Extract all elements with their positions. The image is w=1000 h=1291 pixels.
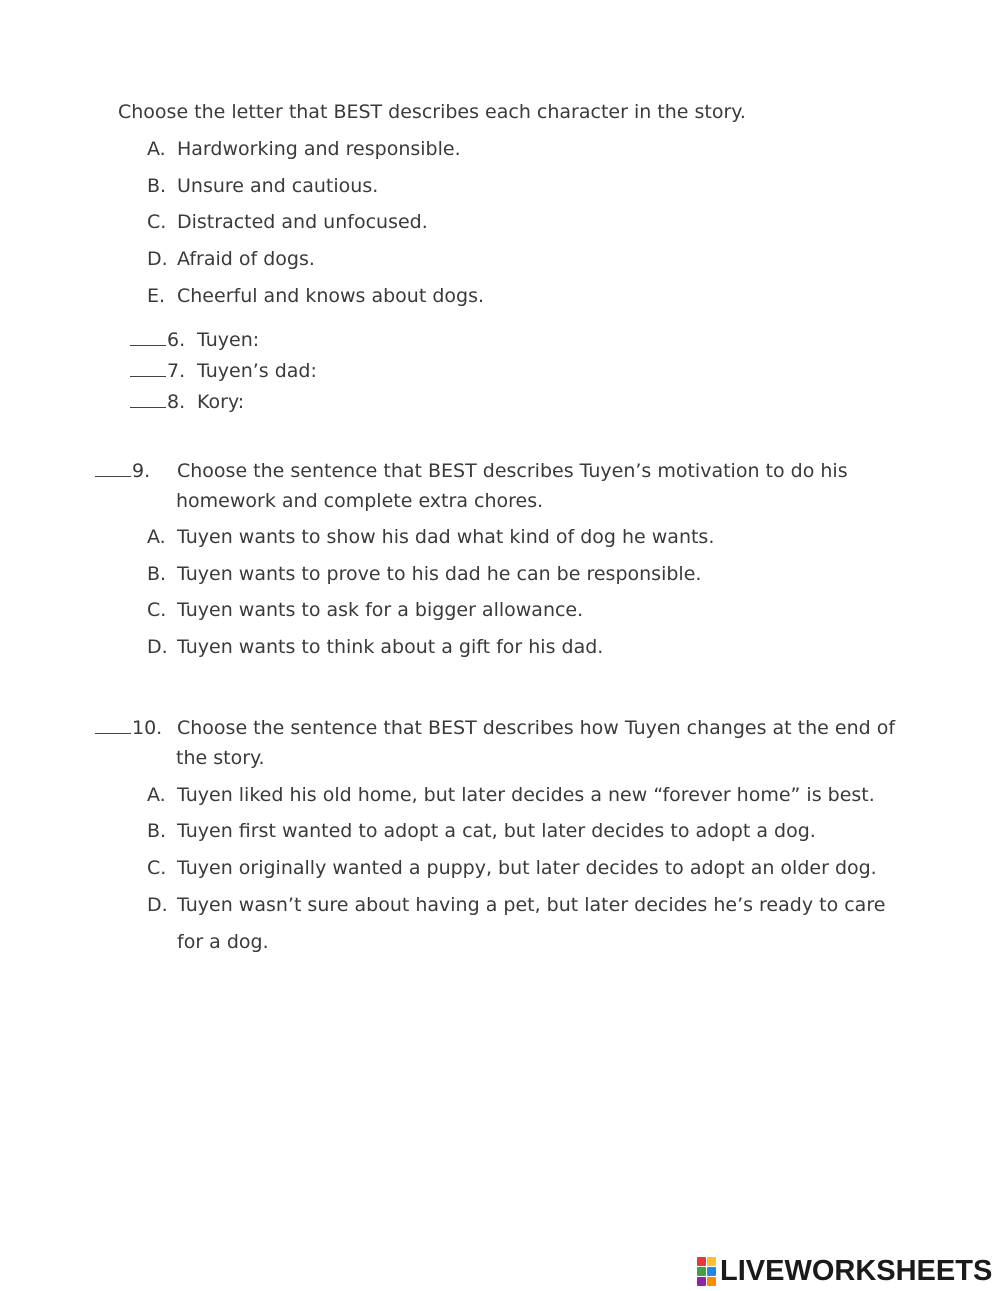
answer-blank[interactable] (95, 719, 131, 734)
question-number: 9. (132, 460, 151, 482)
question-text: Kory: (197, 391, 245, 413)
logo-block (697, 1277, 706, 1286)
question-9 (95, 462, 848, 481)
q10-option-d (147, 896, 885, 915)
option-letter: A. (147, 784, 166, 806)
option-letter: C. (147, 599, 167, 621)
option-text: Tuyen wasn’t sure about having a pet, but later decides he’s ready to care (177, 894, 886, 916)
option-letter: D. (147, 894, 168, 916)
question-7 (130, 362, 317, 381)
question-text-line1: Choose the sentence that BEST describes Tuyen’s motivation to do his (177, 460, 848, 482)
q10-option-c (147, 859, 877, 878)
logo-block (707, 1257, 716, 1266)
q9-option-d (147, 638, 603, 657)
logo-blocks-icon (697, 1257, 716, 1286)
option-letter: A. (147, 526, 166, 548)
option-text: Tuyen wants to ask for a bigger allowance. (177, 599, 584, 621)
question-text-line2: homework and complete extra chores. (176, 490, 544, 512)
question-number: 6. (167, 329, 186, 351)
answer-blank[interactable] (130, 393, 166, 408)
question-text-line1: Choose the sentence that BEST describes how Tuyen changes at the end of (177, 717, 896, 739)
question-text: Tuyen: (197, 329, 260, 351)
option-e (147, 287, 484, 306)
q9-option-a (147, 528, 714, 547)
q9-option-b (147, 565, 701, 584)
option-b (147, 177, 378, 196)
option-text: Cheerful and knows about dogs. (177, 285, 485, 307)
question-text-line2: the story. (176, 747, 265, 769)
question-text: Tuyen’s dad: (197, 360, 317, 382)
question-10 (95, 719, 895, 738)
q9-option-c (147, 601, 583, 620)
logo-block (707, 1277, 716, 1286)
instruction-text: Choose the letter that BEST describes each character in the story. (118, 101, 746, 123)
logo-block (697, 1267, 706, 1276)
q10-option-a (147, 786, 875, 805)
option-letter: A. (147, 138, 166, 160)
option-letter: B. (147, 175, 167, 197)
question-8 (130, 393, 244, 412)
liveworksheets-logo[interactable] (697, 1256, 992, 1286)
option-text: Tuyen wants to think about a gift for his dad. (177, 636, 604, 658)
option-text: Hardworking and responsible. (177, 138, 461, 160)
option-letter: B. (147, 820, 167, 842)
q10-option-d-continuation: for a dog. (177, 931, 269, 953)
logo-block (707, 1267, 716, 1276)
option-text: Tuyen liked his old home, but later decides a new “forever home” is best. (177, 784, 875, 806)
option-text: Tuyen first wanted to adopt a cat, but later decides to adopt a dog. (177, 820, 816, 842)
option-letter: D. (147, 636, 168, 658)
question-6 (130, 331, 259, 350)
option-a (147, 140, 461, 159)
logo-text: LIVEWORKSHEETS (720, 1254, 993, 1287)
option-text: Unsure and cautious. (177, 175, 379, 197)
option-text: Tuyen wants to prove to his dad he can be responsible. (177, 563, 702, 585)
q10-option-b (147, 822, 816, 841)
option-letter: E. (147, 285, 166, 307)
answer-blank[interactable] (130, 331, 166, 346)
option-text: Tuyen wants to show his dad what kind of dog he wants. (177, 526, 715, 548)
answer-blank[interactable] (130, 362, 166, 377)
option-text: Tuyen originally wanted a puppy, but later decides to adopt an older dog. (177, 857, 877, 879)
option-d (147, 250, 315, 269)
question-number: 10. (132, 717, 163, 739)
option-text: Afraid of dogs. (177, 248, 315, 270)
option-letter: B. (147, 563, 167, 585)
option-c (147, 213, 428, 232)
option-text: Distracted and unfocused. (177, 211, 428, 233)
option-letter: D. (147, 248, 168, 270)
answer-blank[interactable] (95, 462, 131, 477)
option-letter: C. (147, 211, 167, 233)
option-letter: C. (147, 857, 167, 879)
question-number: 7. (167, 360, 186, 382)
question-number: 8. (167, 391, 186, 413)
logo-block (697, 1257, 706, 1266)
